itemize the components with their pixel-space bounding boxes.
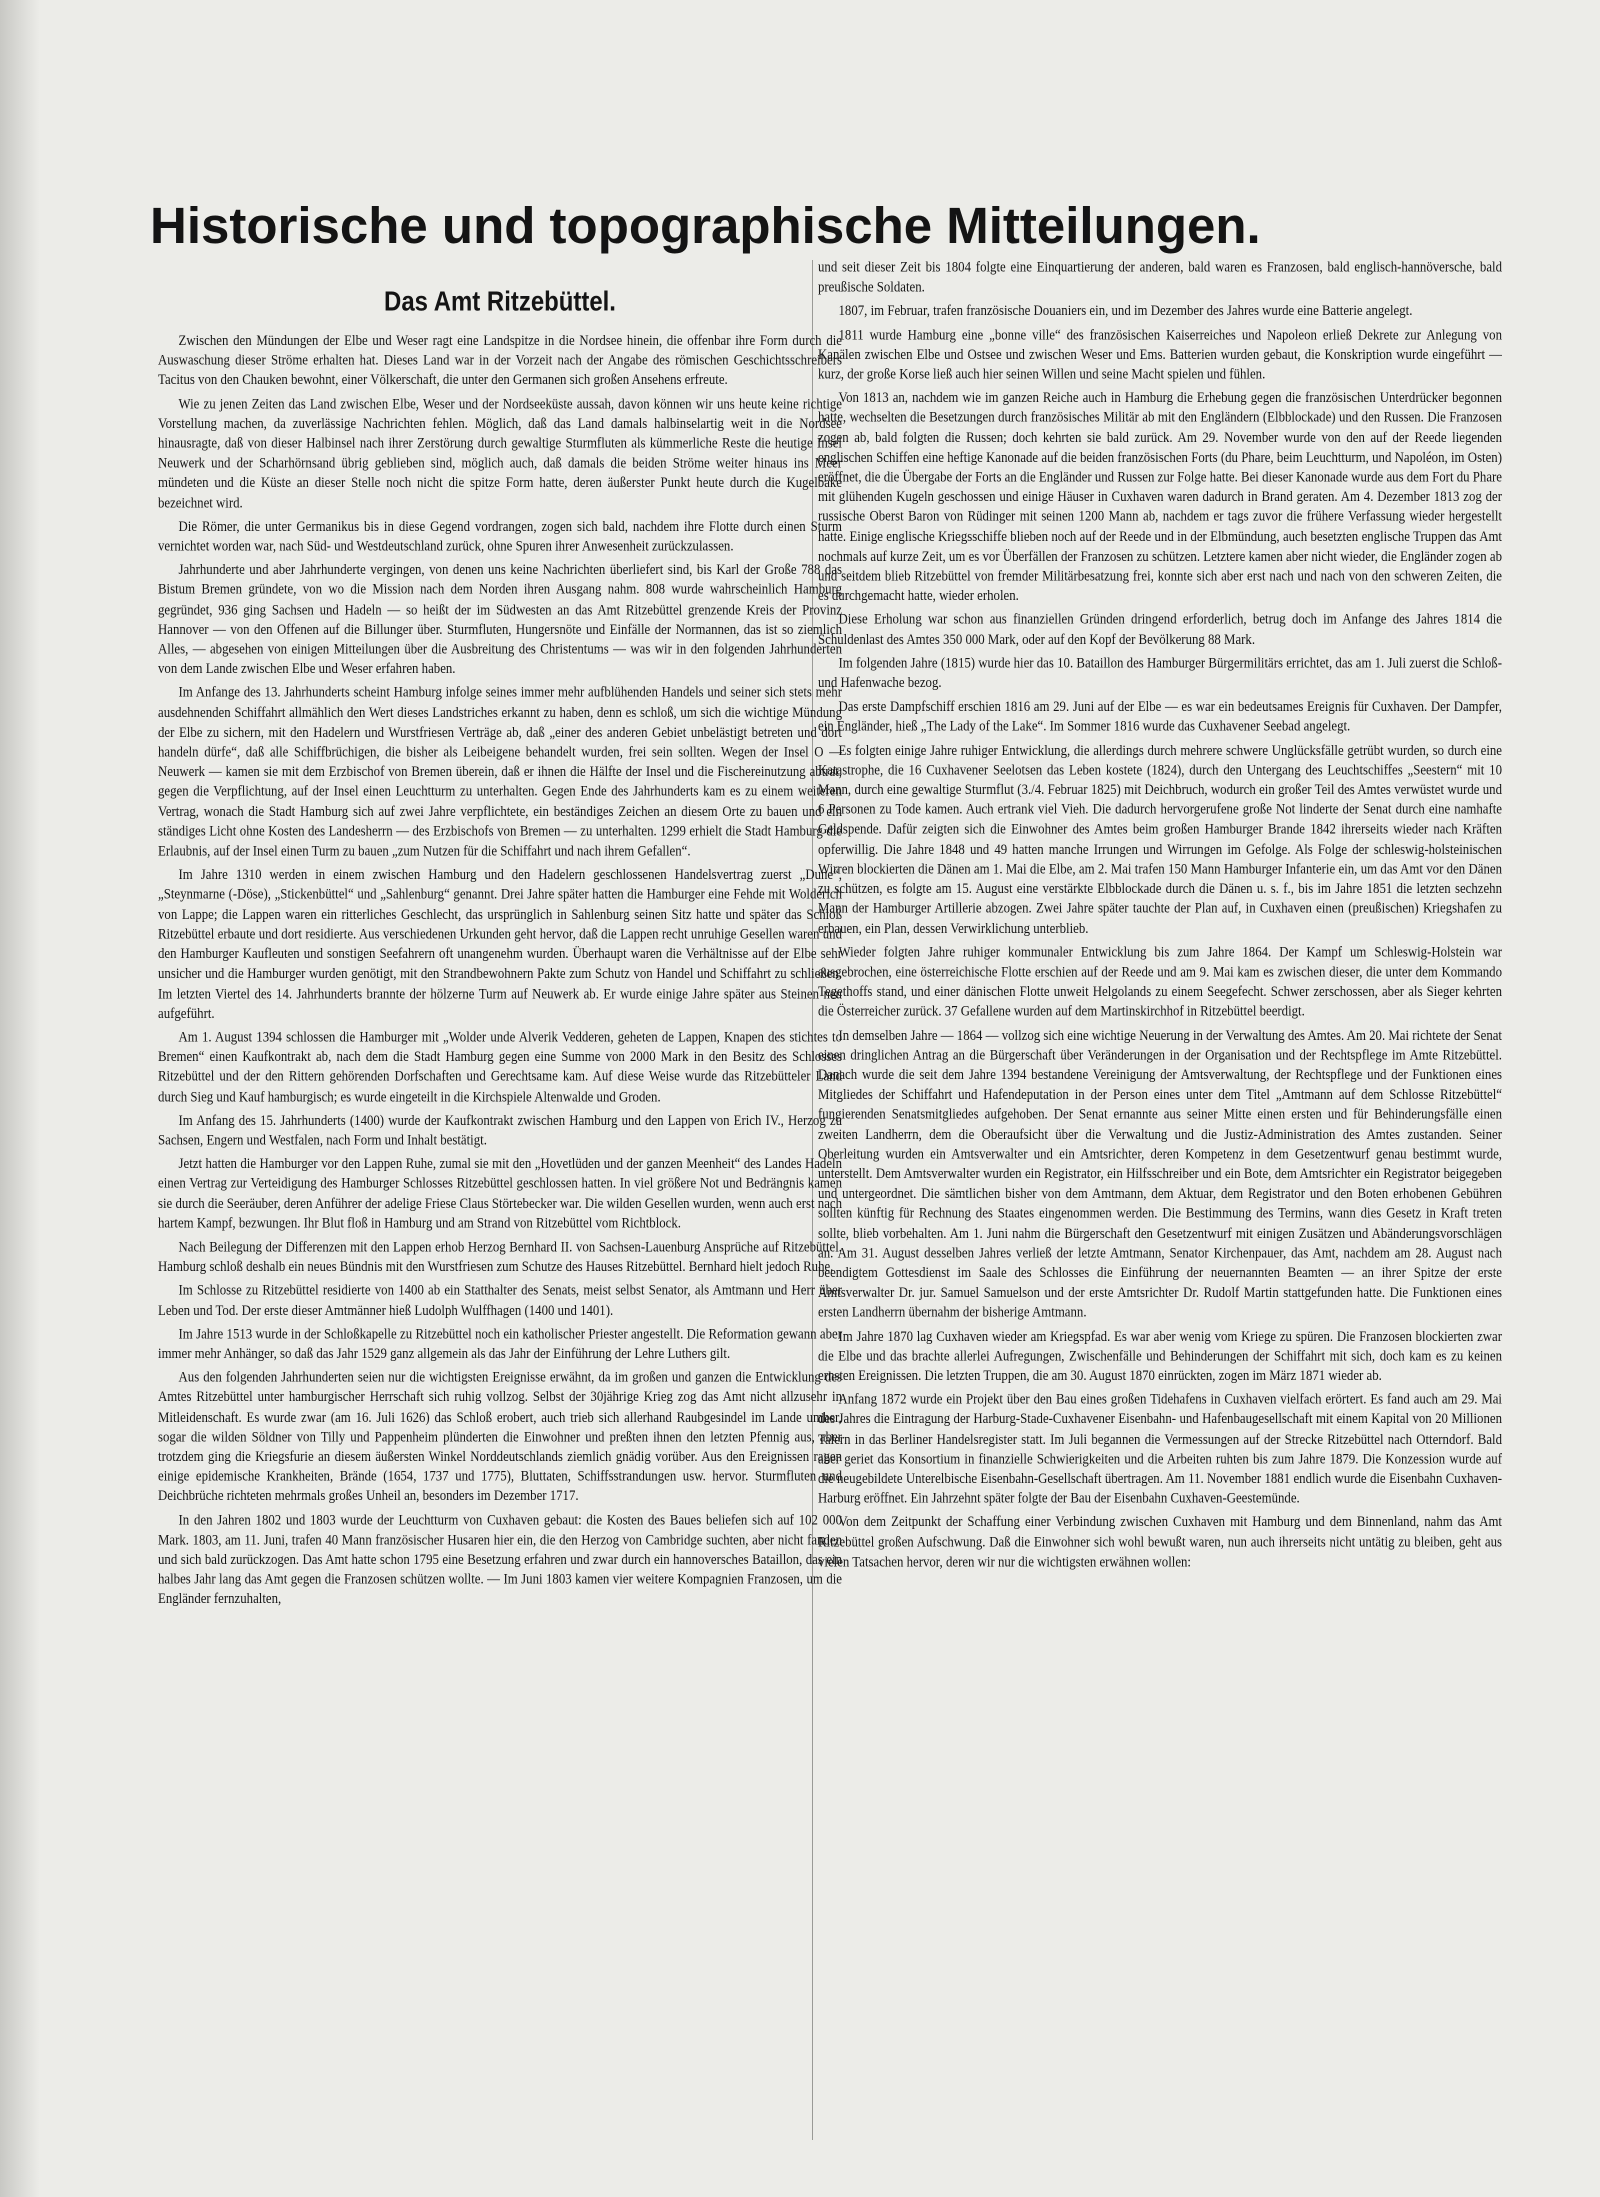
paragraph: Wieder folgten Jahre ruhiger kommunaler Entwicklung bis zum Jahre 1864. Der Kampf um Schleswig-Holstein war ausgebrochen, eine österreichische Flotte erschien auf der Reede und am 9. Mai kam es zwischen dieser, die unter dem Kommando Tegethoffs stand, und einer dänischen Flotte unweit Helgolands zu einem Seegefecht. Schwer zerschossen, aber als Sieger kehrten die Österreicher zurück. 37 Gefallene wurden auf dem Martinskirchhof in Ritzebüttel beerdigt.	[818, 944, 1502, 1020]
paragraph: 1807, im Februar, trafen französische Douaniers ein, und im Dezember des Jahres wurde eine Batterie angelegt.	[838, 303, 1413, 320]
paragraph: In den Jahren 1802 und 1803 wurde der Leuchtturm von Cuxhaven gebaut: die Kosten des Baues beliefen sich auf 102 000 Mark. 1803, am 11. Juni, trafen 40 Mann französischer Husaren hier ein, die den Herzog von Cambridge suchten, aber nicht fanden und sich bald zurückzogen. Das Amt hatte schon 1795 eine Besetzung erfahren und zwar durch ein hannoversches Bataillon, das ein halbes Jahr lang das Amt gegen die Franzosen schützen wollte. — Im Juni 1803 kamen vier weitere Kompagnien Franzosen, um die Engländer fernzuhalten,	[158, 1512, 842, 1608]
paragraph: Im Jahre 1513 wurde in der Schloßkapelle zu Ritzebüttel noch ein katholischer Priester angestellt. Die Reformation gewann aber immer mehr Anhänger, so daß das Jahr 1529 ganz allgemein als das Jahr der Einführung der Lehre Luthers gilt.	[158, 1326, 842, 1362]
paragraph: Jahrhunderte und aber Jahrhunderte vergingen, von denen uns keine Nachrichten überliefert sind, bis Karl der Große 788 das Bistum Bremen gründete, von wo die Mission nach dem Norden ihren Ausgang nahm. 808 wurde wahrscheinlich Hamburg gegründet, 936 ging Sachsen und Hadeln — so heißt der im Südwesten an das Amt Ritzebüttel grenzende Kreis der Provinz Hannover — von den Offenen auf die Billunger über. Sturmfluten, Hungersnöte und Einfälle der Normannen, das ist so ziemlich Alles, — abgesehen von einigen Mitteilungen über die Ausbreitung des Christentums — was wir in den folgenden Jahrhunderten von dem Lande zwischen Elbe und Weser erfahren haben.	[158, 562, 842, 678]
paragraph: Jetzt hatten die Hamburger vor den Lappen Ruhe, zumal sie mit den „Hovetlüden und der ganzen Meenheit“ des Landes Hadeln einen Vertrag zur Verteidigung des Hamburger Schlosses Ritzebüttel geschlossen hatten. In viel größere Not und Bedrängnis kamen sie durch die Seeräuber, deren Anführer der adelige Friese Claus Störtebecker war. Die wilden Gesellen wurden, wenn auch erst nach hartem Kampf, bezwungen. Ihr Blut floß in Hamburg und am Strand von Ritzebüttel vom Richtblock.	[158, 1156, 842, 1232]
paragraph: Es folgten einige Jahre ruhiger Entwicklung, die allerdings durch mehrere schwere Unglücksfälle getrübt wurden, so durch eine Katastrophe, die 16 Cuxhavener Seelotsen das Leben kostete (1824), durch den Untergang des Leuchtschiffes „Seestern“ mit 10 Mann, durch eine gewaltige Sturmflut (3./4. Februar 1825) mit Deichbruch, wodurch ein großer Teil des Amtes verwüstet wurde und 6 Personen zu Tode kamen. Auch ertrank viel Vieh. Die dadurch hervorgerufene große Not linderte der Senat durch eine namhafte Geldspende. Dafür zeigten sich die Einwohner des Amtes beim großen Hamburger Brande 1842 ihrerseits wieder nach Kräften opferwillig. Die Jahre 1848 und 49 hatten manche Irrungen und Wirrungen im Gefolge. Als Folge der schleswig-holsteinischen Wirren blockierten die Dänen am 1. Mai die Elbe, am 2. Mai trafen 150 Mann Hamburger Infanterie ein, um das Amt vor den Dänen zu schützen, es folgte am 15. August eine verstärkte Elbblockade durch die Dänen u. s. f., bis im Jahre 1851 die letzten sechzehn Mann der Hamburger Artillerie abzogen. Zwei Jahre später tauchte der Plan auf, in Cuxhaven einen (preußischen) Kriegshafen zu erbauen, ein Plan, dessen Verwirklichung unterblieb.	[818, 742, 1502, 937]
paragraph: Die Römer, die unter Germanikus bis in diese Gegend vordrangen, zogen sich bald, nachdem ihre Flotte durch einen Sturm vernichtet worden war, nach Süd- und Westdeutschland zurück, ohne Spuren ihrer Anwesenheit zurückzulassen.	[158, 519, 842, 555]
page-binding-shadow	[0, 0, 40, 2197]
paragraph: Diese Erholung war schon aus finanziellen Gründen dringend erforderlich, betrug doch im Anfange des Jahres 1814 die Schuldenlast des Amtes 350 000 Mark, oder auf den Kopf der Bevölkerung 88 Mark.	[818, 612, 1502, 648]
paragraph: Anfang 1872 wurde ein Projekt über den Bau eines großen Tidehafens in Cuxhaven vielfach erörtert. Es fand auch am 29. Mai des Jahres die Eintragung der Harburg-Stade-Cuxhavener Eisenbahn- und Hafenbaugesellschaft mit einem Kapital von 20 Millionen Talern in das Berliner Handelsregister statt. Im Juli begannen die Vermessungen auf der Strecke Ritzebüttel nach Otterndorf. Bald aber geriet das Konsortium in finanzielle Schwierigkeiten und die Arbeiten ruhten bis zum Jahre 1879. Die Konzession wurde auf die neugebildete Unterelbische Eisenbahn-Gesellschaft übertragen. Am 11. November 1881 endlich wurde die Eisenbahn Cuxhaven-Harburg eröffnet. Ein Jahrzehnt später folgte der Bau der Eisenbahn Cuxhaven-Geestemünde.	[818, 1392, 1502, 1507]
paragraph: Wie zu jenen Zeiten das Land zwischen Elbe, Weser und der Nordseeküste aussah, davon können wir uns heute keine richtige Vorstellung machen, da zuverlässige Nachrichten fehlen. Möglich, daß das Land damals halbinselartig weit in die Nordsee hinausragte, daß von dieser Halbinsel nach ihrer Zerstörung durch gewaltige Sturmfluten als kümmerliche Reste die heutige Insel Neuwerk und der Scharhörnsand übrig geblieben sind, möglich auch, daß damals die beiden Ströme weiter hinaus ins Meer mündeten und die Küste an dieser Stelle noch nicht die spitze Form hatte, deren äußerster Punkt heute durch die Kugelbake bezeichnet wird.	[158, 396, 842, 511]
page-headline: Historische und topographische Mitteilungen.	[150, 197, 1261, 254]
paragraph: Nach Beilegung der Differenzen mit den Lappen erhob Herzog Bernhard II. von Sachsen-Lauenburg Ansprüche auf Ritzebüttel. Hamburg schloß deshalb ein neues Bündnis mit den Wurstfriesen zum Schutze des Hauses Ritzebüttel. Bernhard hielt jedoch Ruhe.	[158, 1239, 842, 1275]
article-title: Das Amt Ritzebüttel.	[384, 285, 616, 317]
paragraph: Zwischen den Mündungen der Elbe und Weser ragt eine Landspitze in die Nordsee hinein, die offenbar ihre Form durch die Auswaschung dieser Ströme erhalten hat. Dieses Land war in der Vorzeit nach der Angabe des römischen Geschichtsschreibers Tacitus von den Chauken bewohnt, einer Völkerschaft, die unter den Germanen sich großen Ansehens erfreute.	[158, 333, 842, 389]
paragraph: Im Anfang des 15. Jahrhunderts (1400) wurde der Kaufkontrakt zwischen Hamburg und den Lappen von Erich IV., Herzog zu Sachsen, Engern und Westfalen, nach Form und Inhalt bestätigt.	[158, 1112, 842, 1149]
paragraph: und seit dieser Zeit bis 1804 folgte eine Einquartierung der anderen, bald waren es Franzosen, bald englisch-hannöversche, bald preußische Soldaten.	[818, 259, 1502, 296]
paragraph: Im Jahre 1870 lag Cuxhaven wieder am Kriegspfad. Es war aber wenig vom Kriege zu spüren. Die Franzosen blockierten zwar die Elbe und das brachte allerlei Aufregungen, Zwischenfälle und Behinderungen der Schiffahrt mit sich, doch kam es zu keinen ernsten Ereignissen. Die letzten Truppen, die am 30. August 1870 einrückten, zogen im März 1871 wieder ab.	[818, 1328, 1502, 1384]
left-column	[158, 284, 842, 2126]
paragraph: Im Jahre 1310 werden in einem zwischen Hamburg und den Hadelern geschlossenen Handelsvertrag zuerst „Dune“, „Steynmarne (-Döse), „Stickenbüttel“ und „Sahlenburg“ genannt. Drei Jahre später hatten die Hamburger eine Fehde mit Wolderich von Lappe; die Lappen waren ein ritterliches Geschlecht, das ursprünglich in Sahlenburg seinen Sitz hatte und später das Schloß Ritzebüttel erbaute und dort residierte. Aus verschiedenen Urkunden geht hervor, daß die Lappen recht unruhige Gesellen waren und den Hamburger Kaufleuten und sonstigen Seefahrern oft unangenehm wurden. Überhaupt waren die Verhältnisse auf der Elbe sehr unsicher und die Hamburger wurden genötigt, mit den Strandbewohnern Pakte zum Schutz von Handel und Schiffahrt zu schließen. Im letzten Viertel des 14. Jahrhunderts brannte der hölzerne Turm auf Neuwerk ab. Er wurde einige Jahre später aus Steinen neu aufgeführt.	[158, 867, 842, 1022]
paragraph: Von 1813 an, nachdem wie im ganzen Reiche auch in Hamburg die Erhebung gegen die französischen Unterdrücker begonnen hatte, wechselten die Besetzungen durch französisches Militär ab mit den Engländern (Elbblockade) und den Russen. Die Franzosen zogen ab, bald folgten die Russen; doch kehrten sie bald zurück. Am 29. November wurde von den auf der Reede liegenden englischen Schiffen eine heftige Kanonade auf die beiden französischen Forts (du Phare, beim Leuchtturm, und Napoléon, im Osten) eröffnet, die die Übergabe der Forts an die Engländer und Russen zur Folge hatte. Bei dieser Kanonade wurde aus dem Fort du Phare mit glühenden Kugeln geschossen und einige Häuser in Cuxhaven waren dadurch in Brand geraten. Am 4. Dezember 1813 zog der russische Oberst Baron von Rüdinger mit seinen 1200 Mann ab, nachdem er tags zuvor die frühere Verfassung wieder hergestellt hatte. Einige englische Kriegsschiffe blieben noch auf der Reede und in der Elbmündung, auch besetzten englische Truppen das Amt nochmals auf kurze Zeit, um es vor Überfällen der Franzosen zu schützen. Letztere kamen aber nicht wieder, die Engländer zogen ab und seitdem blieb Ritzebüttel von fremder Militärbesatzung frei, konnte sich aber erst nach und nach von den schweren Zeiten, die es durchgemacht hatte, wieder erholen.	[818, 390, 1502, 605]
paragraph: In demselben Jahre — 1864 — vollzog sich eine wichtige Neuerung in der Verwaltung des Amtes. Am 20. Mai richtete der Senat einen dringlichen Antrag an die Bürgerschaft über Veränderungen in der Organisation und der Rechtspflege im Amte Ritzebüttel. Danach wurde die seit dem Jahre 1394 bestandene Vereinigung der Amtsverwaltung, der Rechtspflege und der Funktionen eines Mitgliedes der Schiffahrt und Hafendeputation in der Person eines unter dem Titel „Amtmann auf dem Schlosse Ritzebüttel“ fungierenden Senatsmitgliedes aufgehoben. Der Senat ernannte aus seiner Mitte einen ersten und für Behinderungsfälle einen zweiten Landherrn, dem die Oberaufsicht über die Verwaltung und die Justiz-Administration des Amtes zustanden. Seiner Oberleitung wurden ein Amtsverwalter und ein Amtsrichter, deren Kompetenz in dem Gesetzentwurf genau bestimmt wurde, unterstellt. Dem Amtsverwalter wurden ein Registrator, ein Hilfsschreiber und ein Bote, dem Amtsrichter ein Registrator beigegeben und untergeordnet. Die sämtlichen bisher von dem Amtmann, dem Aktuar, dem Registrator und den Boten erhobenen Gebühren sollten künftig für Rechnung des Staates eingenommen werden. Die Bestimmung des Termins, wann dies Gesetz in Kraft treten sollte, blieb vorbehalten. Am 1. Juni nahm die Bürgerschaft den Gesetzentwurf mit einigen Zusätzen und Abänderungsvorschlägen an. Am 31. August desselben Jahres verließ der letzte Amtmann, Senator Kirchenpauer, das Amt, nachdem am 28. August nach beendigtem Gottesdienst im Saale des Schlosses die Einführung der neuernannten Beamten — an ihrer Spitze der erste Amtsverwalter Dr. jur. Samuel Samuelson und der erste Amtsrichter Dr. Rudolf Martin stattgefunden hatte. Die Funktionen eines ersten Landherrn übernahm der bisherige Amtmann.	[818, 1027, 1502, 1321]
paragraph: Am 1. August 1394 schlossen die Hamburger mit „Wolder unde Alverik Vedderen, geheten de Lappen, Knapen des stichtes to Bremen“ einen Kaufkontrakt ab, nach dem die Stadt Hamburg gegen eine Summe von 2000 Mark in den Besitz des Schlosses Ritzebüttel und der den Rittern gehörenden Dorfschaften und Gerechtsame kam. Auf diese Weise wurde das Ritzebütteler Land durch Sieg und Kauf hamburgisch; es wurde eingeteilt in die Kirchspiele Altenwalde und Groden.	[158, 1029, 842, 1105]
paragraph: Aus den folgenden Jahrhunderten seien nur die wichtigsten Ereignisse erwähnt, da im großen und ganzen die Entwicklung des Amtes Ritzebüttel unter hamburgischer Herrschaft sich ruhig vollzog. Selbst der 30jährige Krieg zog das Amt nicht allzusehr in Mitleidenschaft. Es wurde zwar (am 16. Juli 1626) das Schloß erobert, auch trieb sich allerhand Raubgesindel im Lande umher, sogar die wilden Söldner von Tilly und Pappenheim plünderten die Einwohner und preßten ihnen den letzten Pfennig aus, aber trotzdem ging die Kriegsfurie an diesem äußersten Winkel Norddeutschlands ziemlich gnädig vorüber. Aus den Ereignissen ragen einige epidemische Krankheiten, Brände (1654, 1737 und 1775), Bluttaten, Schiffsstrandungen usw. hervor. Sturmfluten und Deichbrüche richteten mehrmals großes Unheil an, besonders im Dezember 1717.	[158, 1369, 842, 1505]
paragraph: Im Anfange des 13. Jahrhunderts scheint Hamburg infolge seines immer mehr aufblühenden Handels und seiner sich stets mehr ausdehnenden Schiffahrt allmählich den Wert dieses Landstriches erkannt zu haben, denn es schloß, um sich die wichtige Mündung der Elbe zu sichern, mit den Hadelern und Wurstfriesen Verträge ab, daß „einer des anderen Gebiet unbelästigt betreten und dort handeln dürfe“, daß alle Schiffbrüchigen, die bisher als Leibeigene behandelt wurden, frei sein sollten. Wegen der Insel O — Neuwerk — kamen sie mit dem Erzbischof von Bremen überein, daß er ihnen die Hälfte der Insel und die Fischereinutzung abtrat, gegen die Verpflichtung, auf der Insel einen Leuchtturm zu unterhalten. Gegen Ende des Jahrhunderts kam es zu einem weiteren Vertrag, wonach die Stadt Hamburg sich auf zwei Jahre verpflichtete, ein beständiges Zeichen an diesem Orte zu bauen und ein ständiges Licht ohne Kosten des Landesherrn — des Erzbischofs von Bremen — zu unterhalten. 1299 erhielt die Stadt Hamburg die Erlaubnis, auf der Insel einen Turm zu bauen „zum Nutzen für die Schiffahrt und nach ihrem Gefallen“.	[158, 685, 842, 860]
right-column	[818, 258, 1502, 2100]
paragraph: Das erste Dampfschiff erschien 1816 am 29. Juni auf der Elbe — es war ein bedeutsames Ereignis für Cuxhaven. Der Dampfer, ein Engländer, hieß „The Lady of the Lake“. Im Sommer 1816 wurde das Cuxhavener Seebad angelegt.	[818, 699, 1502, 735]
paragraph: Im Schlosse zu Ritzebüttel residierte von 1400 ab ein Statthalter des Senats, meist selbst Senator, als Amtmann und Herr über Leben und Tod. Der erste dieser Amtmänner hieß Ludolph Wulffhagen (1400 und 1401).	[158, 1282, 842, 1319]
paragraph: Im folgenden Jahre (1815) wurde hier das 10. Bataillon des Hamburger Bürgermilitärs errichtet, das am 1. Juli zuerst die Schloß- und Hafenwache bezog.	[818, 655, 1502, 692]
paragraph: Von dem Zeitpunkt der Schaffung einer Verbindung zwischen Cuxhaven mit Hamburg und dem Binnenland, nahm das Amt Ritzebüttel großen Aufschwung. Daß die Einwohner sich wohl bewußt waren, nun auch ihrerseits nicht untätig zu bleiben, geht aus vielen Tatsachen hervor, deren wir nur die wichtigsten erwähnen wollen:	[818, 1514, 1502, 1571]
paragraph: 1811 wurde Hamburg eine „bonne ville“ des französischen Kaiserreiches und Napoleon erließ Dekrete zur Anlegung von Kanälen zwischen Elbe und Ostsee und zwischen Weser und Ems. Batterien wurden gebaut, die Konskription wurde eingeführt — kurz, der große Korse ließ auch hier seinen Willen und seine Macht spielen und fühlen.	[818, 327, 1502, 383]
